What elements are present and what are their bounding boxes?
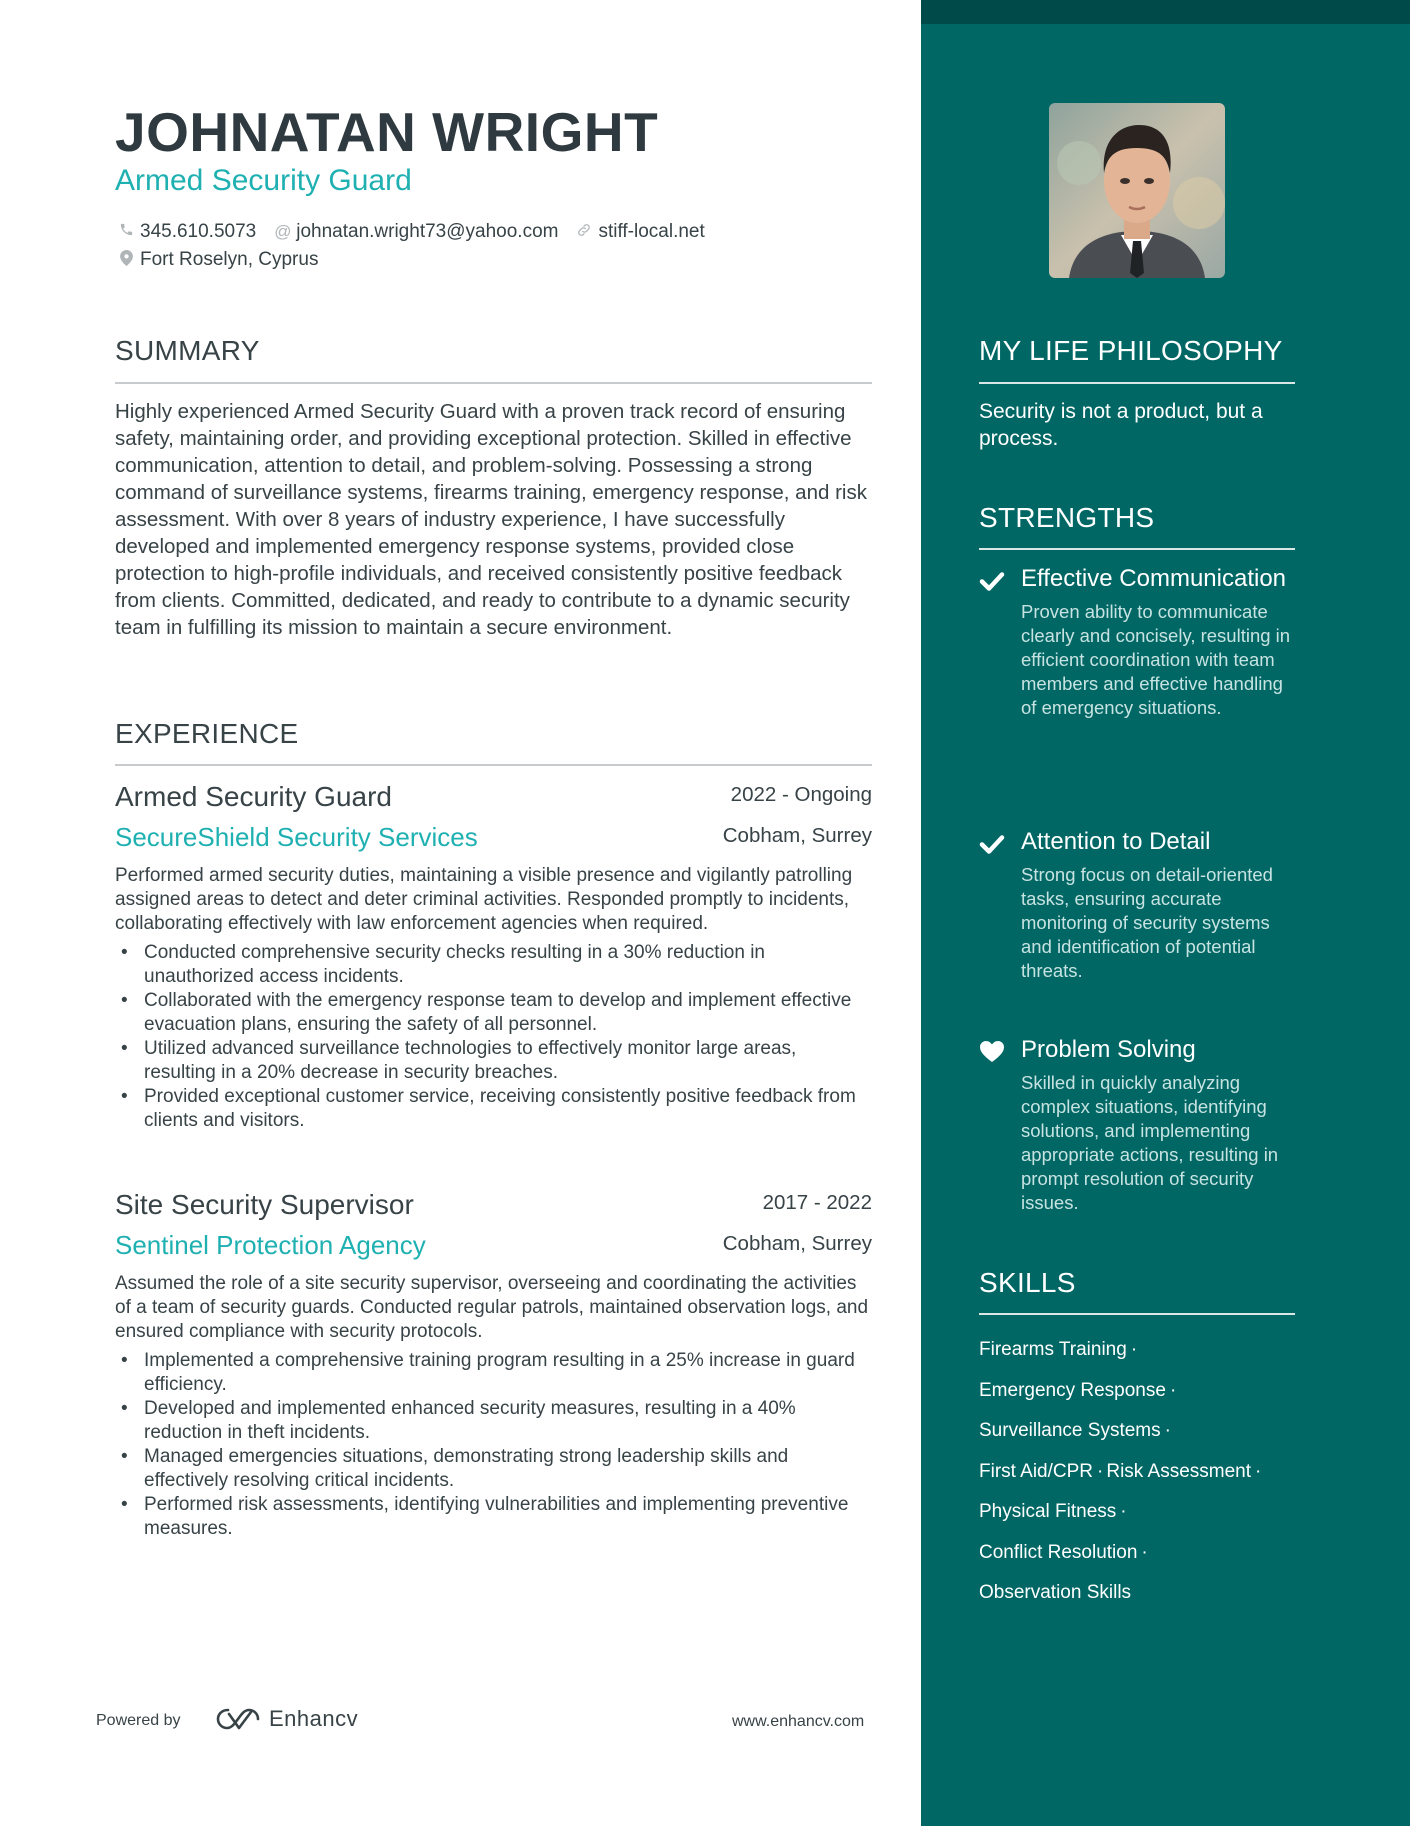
experience-company: SecureShield Security Services <box>115 822 478 852</box>
experience-divider <box>115 764 872 766</box>
experience-dates: 2022 - Ongoing <box>730 783 872 806</box>
candidate-title: Armed Security Guard <box>115 164 412 197</box>
experience-bullet: • Developed and implemented enhanced security measures, resulting in a 40% reduction in theft incidents. <box>115 1397 872 1445</box>
strength-title: Problem Solving <box>1021 1036 1196 1063</box>
strength-item <box>979 827 1299 983</box>
skill-item: Firearms Training <box>979 1339 1127 1360</box>
experience-bullet: • Utilized advanced surveillance technologies to effectively monitor large areas, resulting in a 20% decrease in security breaches. <box>115 1037 872 1085</box>
sidebar <box>921 0 1410 1826</box>
check-icon <box>979 568 1005 594</box>
experience-bullet: • Provided exceptional customer service, receiving consistently positive feedback from clients and visitors. <box>115 1085 872 1133</box>
experience-company: Sentinel Protection Agency <box>115 1230 426 1260</box>
website-contact <box>576 221 704 243</box>
skill-separator: · <box>1097 1460 1104 1482</box>
experience-bullets <box>115 941 872 1133</box>
strength-item <box>979 564 1299 720</box>
philosophy-text: Security is not a product, but a process. <box>979 400 1263 450</box>
skill-separator: · <box>1164 1420 1171 1441</box>
strength-description: Skilled in quickly analyzing complex situations, identifying solutions, and implementing appropriate actions, resulting in prompt resolution of security issues. <box>1021 1072 1279 1213</box>
check-icon <box>979 831 1005 857</box>
location-text: Fort Roselyn, Cyprus <box>140 249 319 270</box>
skill-item: Emergency Response <box>979 1379 1166 1401</box>
strength-title: Effective Communication <box>1021 565 1287 592</box>
strength-item <box>979 1035 1299 1215</box>
website-text[interactable]: stiff-local.net <box>598 221 705 242</box>
philosophy-heading: MY LIFE PHILOSOPHY <box>979 335 1283 366</box>
strengths-divider <box>979 548 1295 550</box>
at-icon: @ <box>274 222 292 241</box>
skill-separator: · <box>1169 1379 1177 1401</box>
strength-description: Proven ability to communicate clearly and concisely, resulting in efficient coordination with team members and effective handling of emergency situations. <box>1021 601 1291 718</box>
location-contact <box>118 249 318 271</box>
summary-heading: SUMMARY <box>115 335 260 366</box>
skill-item: First Aid/CPR <box>979 1460 1094 1482</box>
sidebar-top-bar <box>921 0 1410 24</box>
experience-bullet: • Performed risk assessments, identifying vulnerabilities and implementing preventive measures. <box>115 1493 872 1541</box>
enhancv-logo[interactable] <box>215 1706 358 1732</box>
profile-photo <box>1049 103 1225 278</box>
strengths-heading: STRENGTHS <box>979 502 1155 533</box>
enhancv-logo-icon <box>215 1706 261 1732</box>
email-text[interactable]: johnatan.wright73@yahoo.com <box>296 221 559 242</box>
link-icon <box>576 222 592 243</box>
contact-info <box>118 218 723 274</box>
email-contact <box>274 221 558 243</box>
skills-list <box>979 1330 1299 1614</box>
experience-bullets <box>115 1349 872 1541</box>
philosophy-divider <box>979 382 1295 384</box>
skill-item: Conflict Resolution <box>979 1541 1138 1563</box>
phone-contact <box>118 221 256 243</box>
skill-item: Risk Assessment <box>1106 1460 1252 1482</box>
experience-dates: 2017 - 2022 <box>762 1191 872 1214</box>
phone-text[interactable]: 345.610.5073 <box>140 221 257 242</box>
experience-location: Cobham, Surrey <box>722 824 872 847</box>
experience-role: Armed Security Guard <box>115 781 392 812</box>
skills-heading: SKILLS <box>979 1267 1076 1298</box>
experience-description: Performed armed security duties, maintaining a visible presence and vigilantly patrolling assigned areas to detect and deter criminal activities. Responded promptly to incidents, collaborating effectively with law enforcement agencies when required. <box>115 865 853 934</box>
strength-title: Attention to Detail <box>1021 828 1211 855</box>
phone-icon <box>118 222 134 242</box>
skill-item: Physical Fitness <box>979 1501 1117 1522</box>
skill-item: Observation Skills <box>979 1582 1132 1603</box>
candidate-name: JOHNATAN WRIGHT <box>115 101 659 163</box>
skill-separator: · <box>1130 1339 1138 1360</box>
skill-separator: · <box>1141 1541 1148 1563</box>
location-pin-icon <box>118 250 134 271</box>
footer-url[interactable]: www.enhancv.com <box>732 1713 865 1730</box>
experience-heading: EXPERIENCE <box>115 718 299 749</box>
powered-by-label: Powered by <box>96 1712 181 1729</box>
experience-description: Assumed the role of a site security supervisor, overseeing and coordinating the activities of a team of security guards. Conducted regular patrols, maintained observation logs, and ensured compliance with security protocols. <box>115 1273 869 1342</box>
strength-description: Strong focus on detail-oriented tasks, ensuring accurate monitoring of security systems and identification of potential threats. <box>1021 864 1273 981</box>
skill-item: Surveillance Systems <box>979 1420 1161 1441</box>
experience-location: Cobham, Surrey <box>722 1232 872 1255</box>
experience-bullet: • Implemented a comprehensive training program resulting in a 25% increase in guard efficiency. <box>115 1349 872 1397</box>
experience-bullet: • Conducted comprehensive security checks resulting in a 30% reduction in unauthorized access incidents. <box>115 941 872 989</box>
enhancv-brand: Enhancv <box>269 1706 359 1731</box>
experience-entry <box>115 781 872 1133</box>
experience-role: Site Security Supervisor <box>115 1189 414 1220</box>
summary-text: Highly experienced Armed Security Guard with a proven track record of ensuring safety, maintaining order, and providing exceptional protection. Skilled in effective communication, attention to detail, and problem-solving. Possessing a strong command of surveillance systems, firearms training, emergency response, and risk assessment. With over 8 years of industry experience, I have successfully developed and implemented emergency response systems, provided close protection to high-profile individuals, and received consistently positive feedback from clients. Committed, dedicated, and ready to contribute to a dynamic security team in fulfilling its mission to maintain a secure environment. <box>115 400 867 639</box>
experience-entry <box>115 1189 872 1541</box>
skills-divider <box>979 1313 1295 1315</box>
skill-separator: · <box>1120 1501 1127 1522</box>
summary-divider <box>115 382 872 384</box>
heart-icon <box>979 1039 1005 1065</box>
experience-bullet: • Collaborated with the emergency response team to develop and implement effective evacuation plans, ensuring the safety of all personnel. <box>115 989 872 1037</box>
experience-bullet: • Managed emergencies situations, demonstrating strong leadership skills and effectively resolving critical incidents. <box>115 1445 872 1493</box>
skill-separator: · <box>1255 1460 1262 1482</box>
